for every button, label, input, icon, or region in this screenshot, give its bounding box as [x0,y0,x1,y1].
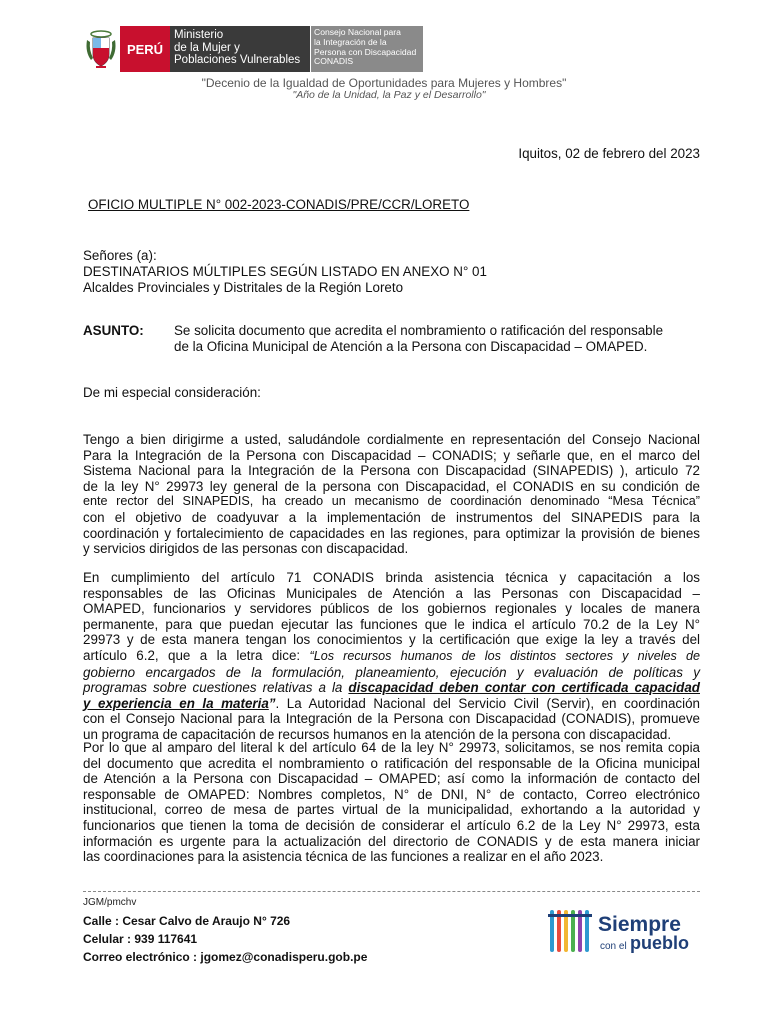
paragraph-text: . La Autoridad Nacional del Servicio Civil (Servir), en coordinación [275,695,700,711]
conadis-line: la Integración de la [314,36,387,47]
subject-line: Se solicita documento que acredita el nombramiento o ratificación del responsable [174,323,664,338]
logo-siempre-text: Siempre [598,913,681,936]
paragraph-line: con el Consejo Nacional para la Integración de la Persona con Discapacidad (CONADIS), promueve [83,711,700,727]
peru-label: PERÚ [126,41,164,57]
paragraph-line: coordinación y fortalecimiento de capacidades en las regiones, para optimizar la provisión de bienes [83,525,700,541]
quote-emphasis: y experiencia en la materia [83,695,269,711]
logo-con-el-text: con el [600,941,627,952]
conadis-line: Consejo Nacional para [314,27,401,37]
quote-text: “Los recursos humanos de los distintos sectores y niveles de [309,648,700,663]
ministry-logo-box [170,26,310,72]
quote-close: ” [268,695,276,711]
recipients-line: DESTINATARIOS MÚLTIPLES SEGÚN LISTADO EN ANEXO N° 01 [83,264,487,279]
paragraph-line: con el objetivo de coadyuvar a la implementación de instrumentos del SINAPEDIS para la [83,509,700,525]
subject-line: de la Oficina Municipal de Atención a la Persona con Discapacidad – OMAPED. [174,339,648,354]
quote-text: programas sobre cuestiones relativas a la [83,680,349,696]
quote-emphasis: discapacidad deben contar con certificada capacidad [348,680,700,696]
paragraph-line: las coordinaciones para la asistencia técnica de las funciones a realizar en el año 2023. [83,849,604,865]
colored-figures-icon [548,910,592,952]
paragraph-1 [83,432,700,557]
paragraph-line: 29973 y de esta manera tengan los conocimientos y la certificación que exige la ley a través del [83,632,700,648]
recipients-detail: Alcaldes Provinciales y Distritales de la Región Loreto [83,280,404,295]
year-motto: "Año de la Unidad, la Paz y el Desarrollo" [292,89,486,101]
paragraph-line: Sistema Nacional para la Integración de la Persona con Discapacidad (SINAPEDIS) ), articulo 72 [83,463,700,479]
footer-phone: Celular : 939 117641 [83,932,198,946]
paragraph-line: de la ley N° 29973 ley general de la persona con Discapacidad, el CONADIS en su condición de [83,478,700,494]
paragraph-line: OMAPED, funcionarios y servidores públicos de los gobiernos regionales y locales de manera [83,601,700,617]
paragraph-line: ente rector del SINAPEDIS, ha creado un mecanismo de coordinación denominado “Mesa Técnica” [83,494,700,509]
footer-divider [83,891,700,892]
paragraph-line: información es urgente para la actualización del directorio de CONADIS y de esta manera iniciar [83,833,700,849]
paragraph-line [83,665,700,681]
author-initials: JGM/pmchv [83,897,137,908]
logo-pueblo-text: pueblo [630,933,689,953]
paragraph-2 [83,570,700,743]
paragraph-line: responsable de OMAPED: Nombres completos, N° de DNI, N° de contacto, Correo electrónico [83,786,700,802]
greeting: De mi especial consideración: [83,385,261,400]
paragraph-line: permanente, para que puedan ejecutar las funciones que le indica el artículo 70.2 de la Ley N° [83,616,700,632]
paragraph-line: Por lo que al amparo del literal k del artículo 64 de la ley N° 29973, solicitamos, se nos remita copia [83,740,700,755]
ministry-line: Ministerio [174,29,224,41]
footer-email: Correo electrónico : jgomez@conadisperu.gob.pe [83,950,368,964]
conadis-line: Persona con Discapacidad [314,46,417,57]
conadis-line: CONADIS [314,56,354,67]
peru-coat-of-arms-icon [83,30,119,70]
siempre-con-el-pueblo-logo [548,906,708,958]
letter-date: Iquitos, 02 de febrero del 2023 [518,146,700,161]
paragraph-line: Para la Integración de la Persona con Discapacidad – CONADIS; y señarle que, en el marco del [83,447,700,463]
paragraph-line: Tengo a bien dirigirme a usted, saludándole cordialmente en representación del Consejo Nacional [83,432,700,447]
peru-logo-box [120,26,170,72]
quote-intro: artículo 6.2, que a la letra dice: [83,647,310,663]
paragraph-3 [83,740,700,865]
conadis-logo-box [311,26,423,72]
paragraph-line: un programa de capacitación de recursos humanos en la atención de la persona con discapacidad. [83,726,672,742]
subject-label: ASUNTO: [83,323,144,338]
salutation-label: Señores (a): [83,248,157,263]
ministry-line: Poblaciones Vulnerables [174,54,301,66]
ministry-line: de la Mujer y [174,41,240,54]
paragraph-line: del documento que acredita el nombramiento o ratificación del responsable de la Oficina municipal [83,755,700,771]
quote-text: gobierno encargados de la formulación, planeamiento, ejecución y evaluación de políticas y [83,664,700,680]
paragraph-line: institucional, correo de mesa de partes virtual de la municipalidad, exhortando a la autoridad y [83,802,700,818]
footer-address: Calle : Cesar Calvo de Araujo N° 726 [83,914,291,928]
paragraph-line: En cumplimiento del artículo 71 CONADIS brinda asistencia técnica y capacitación a los [83,570,700,585]
decenio-motto: "Decenio de la Igualdad de Oportunidades para Mujeres y Hombres" [201,76,567,90]
paragraph-line [83,680,700,696]
oficio-number: OFICIO MULTIPLE N° 002-2023-CONADIS/PRE/CCR/LORETO [88,197,470,212]
paragraph-line: de Atención a la Persona con Discapacidad – OMAPED; así como la información de contacto del [83,771,700,787]
paragraph-line: funcionarios que tienen la toma de decisión de considerar el artículo 6.2 de la Ley N° 29973, esta [83,817,700,833]
paragraph-line: responsables de las Oficinas Municipales de Atención a las Personas con Discapacidad – [83,585,700,601]
paragraph-line: y servicios dirigidos de las personas con discapacidad. [83,541,409,557]
paragraph-line [83,696,700,712]
paragraph-line [83,648,700,665]
